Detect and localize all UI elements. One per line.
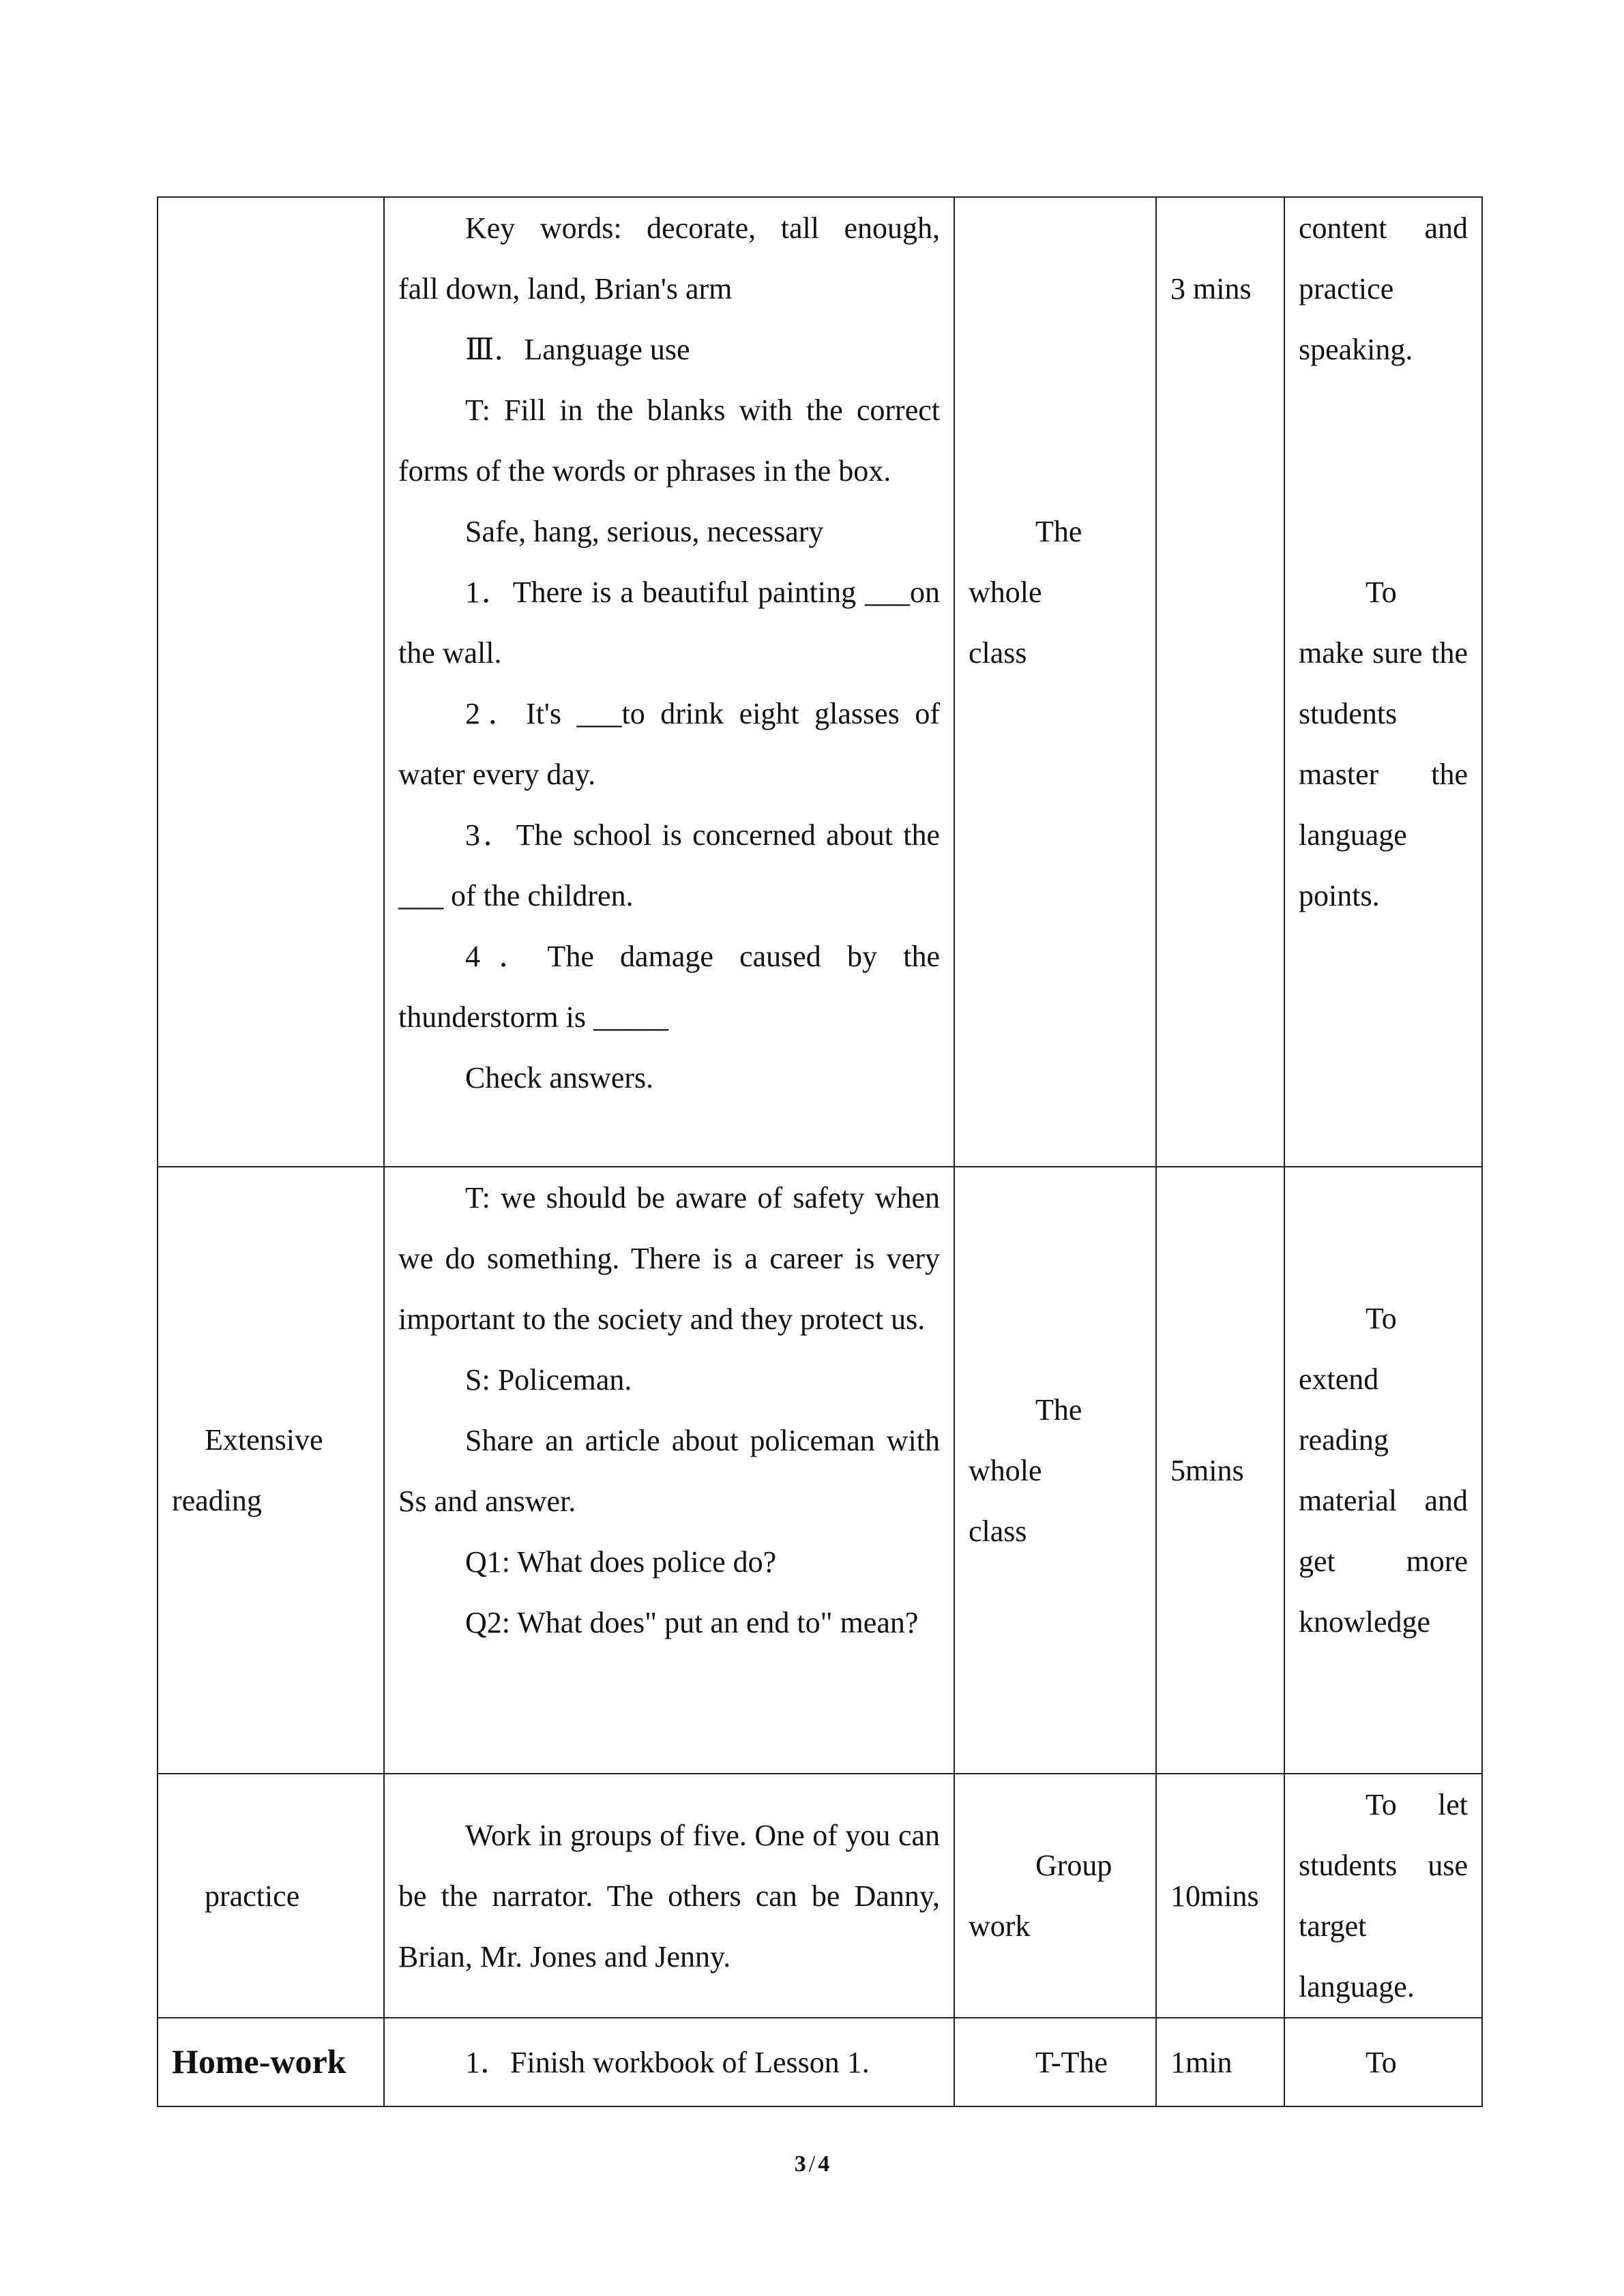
stage-label: Extensive reading — [172, 1423, 323, 1517]
form-cell — [954, 197, 1156, 1167]
stage-cell — [158, 2018, 384, 2106]
purpose-text: To — [1365, 2045, 1397, 2079]
stage-cell — [158, 1774, 384, 2018]
lesson-plan-sheet — [157, 196, 1483, 2107]
purpose-cell — [1284, 1167, 1482, 1774]
time-text: 1min — [1170, 2045, 1232, 2079]
purpose-spacer — [1299, 441, 1468, 501]
stage-cell — [158, 1167, 384, 1774]
procedure-line: S: Policeman. — [465, 1363, 632, 1397]
total-pages: 4 — [818, 2151, 830, 2177]
form-text: The whole class — [969, 515, 1082, 670]
time-cell — [1156, 197, 1284, 1167]
procedure-line: Q2: What does" put an end to" mean? — [465, 1606, 919, 1639]
procedure-line: Key words: decorate, tall enough, — [465, 211, 940, 245]
purpose-top-text: content and practice speaking. — [1299, 211, 1468, 366]
procedure-line: Share an article about policeman with Ss and answer. — [398, 1424, 940, 1518]
purpose-spacer — [1299, 380, 1468, 441]
procedure-line: Check answers. — [465, 1061, 654, 1094]
purpose-cell — [1284, 1774, 1482, 2018]
time-text: 5mins — [1170, 1453, 1244, 1487]
purpose-cell — [1284, 197, 1482, 1167]
purpose-cell — [1284, 2018, 1482, 2106]
procedure-line: T: Fill in the blanks with the correct forms of the words or phrases in the box. — [398, 393, 940, 488]
table-row — [158, 1167, 1482, 1774]
time-cell — [1156, 1774, 1284, 2018]
time-cell — [1156, 2018, 1284, 2106]
form-text: Group work — [969, 1849, 1112, 1943]
time-cell — [1156, 1167, 1284, 1774]
time-text: 10mins — [1170, 1879, 1259, 1913]
page-separator: / — [808, 2151, 816, 2177]
procedure-cell — [384, 2018, 954, 2106]
purpose-spacer — [1299, 501, 1468, 562]
page-number — [0, 2151, 1624, 2177]
procedure-line: 4．The damage caused by the thunderstorm is _____ — [398, 940, 940, 1034]
procedure-line: fall down, land, Brian's arm — [398, 272, 733, 305]
stage-cell — [158, 197, 384, 1167]
procedure-cell — [384, 197, 954, 1167]
purpose-text: To make sure the students master the language points. — [1299, 576, 1468, 912]
form-cell — [954, 1167, 1156, 1774]
procedure-line: Q1: What does police do? — [465, 1545, 777, 1579]
procedure-line: T: we should be aware of safety when we do something. There is a career is very important to the society and they protect us. — [398, 1181, 940, 1336]
procedure-line: Safe, hang, serious, necessary — [465, 515, 824, 548]
purpose-text: To extend reading material and get more knowledge — [1299, 1302, 1468, 1639]
procedure-cell — [384, 1774, 954, 2018]
form-text: The whole class — [969, 1392, 1082, 1548]
time-text: 3 mins — [1170, 272, 1252, 305]
table-row — [158, 2018, 1482, 2106]
lesson-plan-table — [157, 196, 1483, 2107]
purpose-text: To let students use target language. — [1299, 1788, 1468, 2003]
stage-label: Home-work — [172, 2042, 346, 2081]
procedure-line: 1．Finish workbook of Lesson 1. — [465, 2045, 870, 2079]
procedure-line: 3．The school is concerned about the ___ of the children. — [398, 818, 940, 912]
table-row — [158, 197, 1482, 1167]
form-cell — [954, 2018, 1156, 2106]
procedure-line: 2．It's ___to drink eight glasses of water every day. — [398, 697, 940, 791]
procedure-line: Work in groups of five. One of you can be the narrator. The others can be Danny, Brian, Mr. Jones and Jenny. — [398, 1818, 940, 1973]
form-cell — [954, 1774, 1156, 2018]
procedure-line: 1．There is a beautiful painting ___on the wall. — [398, 576, 940, 670]
current-page: 3 — [794, 2151, 806, 2177]
stage-label: practice — [205, 1879, 300, 1913]
form-text: T-The — [1035, 2045, 1108, 2079]
table-row — [158, 1774, 1482, 2018]
procedure-cell — [384, 1167, 954, 1774]
procedure-line: Ⅲ．Language use — [465, 333, 690, 366]
